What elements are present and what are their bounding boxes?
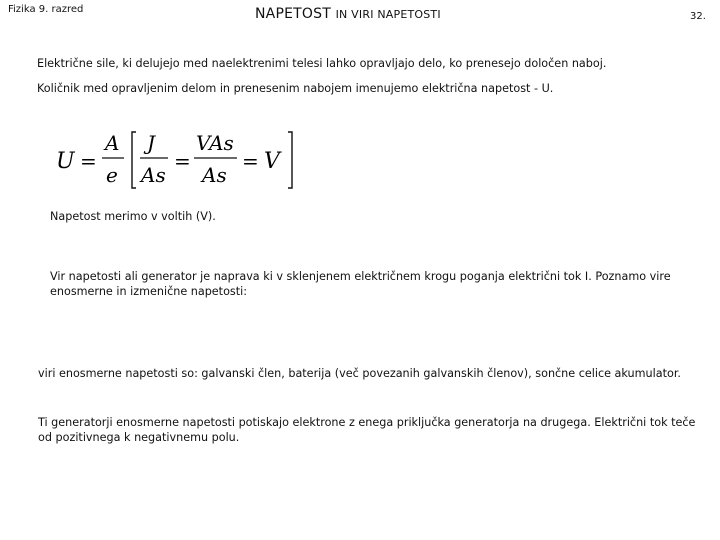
formula-lhs: U [56,149,75,174]
formula-f1-numerator: A [105,131,120,155]
right-bracket [288,132,292,188]
left-bracket [132,132,136,188]
slide-title-rest: IN VIRI NAPETOSTI [335,8,441,21]
formula-f2-numerator: J [147,131,156,155]
formula-f2-denominator: As [141,163,166,187]
slide-title [255,6,441,22]
formula-equals-3: = [242,149,259,173]
voltage-formula [54,128,304,198]
paragraph-volt-unit: Napetost merimo v voltih (V). [50,210,216,223]
paragraph-electric-forces: Električne sile, ki delujejo med naelektrenimi telesi lahko opravljajo delo, ko prenesejo določen naboj. [37,57,607,70]
formula-result: V [264,149,280,174]
formula-equals-2: = [174,149,191,173]
paragraph-dc-sources: viri enosmerne napetosti so: galvanski člen, baterija (več povezanih galvanskih členov), sončne celice akumulator. [38,367,681,380]
formula-graphic [54,128,304,194]
paragraph-dc-generators: Ti generatorji enosmerne napetosti potiskajo elektrone z enega priključka generatorja na drugega. Električni tok teče od pozitivnega k negativnemu polu. [38,416,696,444]
formula-f3-denominator: As [202,163,227,187]
slide-title-main: NAPETOST [255,6,331,22]
slide-number: 32. [690,11,706,22]
paragraph-voltage-definition: Količnik med opravljenim delom in prenesenim nabojem imenujemo električna napetost - U. [37,82,554,95]
paragraph-voltage-source: Vir napetosti ali generator je naprava ki v sklenjenem električnem krogu poganja električni tok I. Poznamo vire enosmerne in izmenične napetosti: [50,270,671,298]
formula-f3-numerator: VAs [196,131,234,155]
subject-label: Fizika 9. razred [8,4,84,15]
formula-f1-denominator: e [106,163,118,187]
formula-equals-1: = [80,149,97,173]
